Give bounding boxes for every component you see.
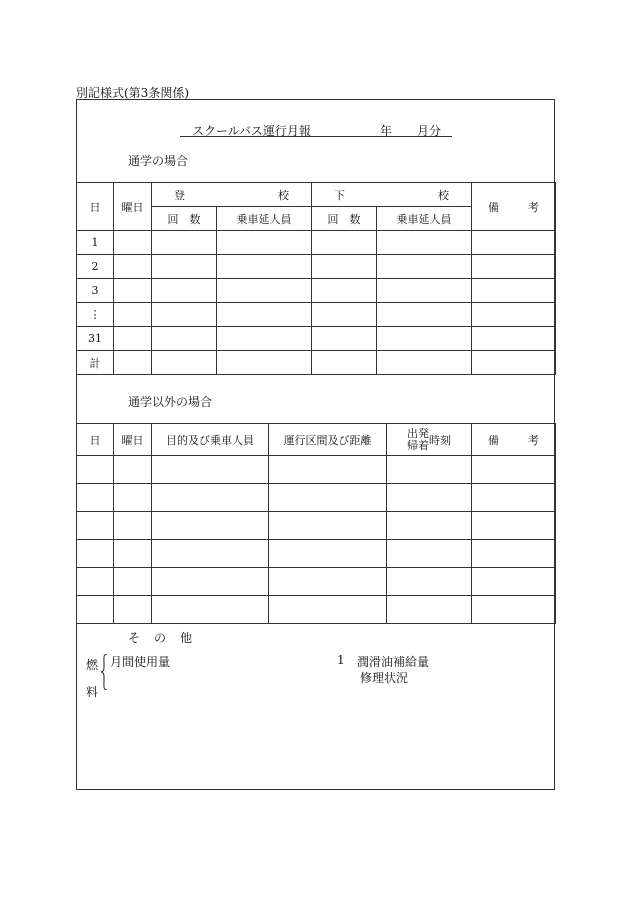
fuel-char-2: 料 [86,685,99,699]
row-label: 計 [77,351,114,375]
table-row [77,596,556,624]
table-cell[interactable] [472,303,556,327]
table-cell[interactable] [217,303,312,327]
table-cell[interactable] [152,512,269,540]
table-cell[interactable] [269,512,387,540]
table-row [77,456,556,484]
table-cell[interactable] [114,231,152,255]
col2-remarks: 備 考 [472,424,556,456]
table-cell[interactable] [77,484,114,512]
row-label: 1 [77,231,114,255]
monthly-use-label: 月間使用量 [110,655,171,669]
section-other-heading: 通学以外の場合 [128,395,213,409]
table-cell[interactable] [387,596,472,624]
table-cell[interactable] [114,568,152,596]
table-cell[interactable] [77,596,114,624]
table-cell[interactable] [152,484,269,512]
table-cell[interactable] [114,327,152,351]
table-row [77,255,556,279]
table-cell[interactable] [152,279,217,303]
col-remarks: 備 考 [472,183,556,231]
table-row [77,279,556,303]
col2-route: 運行区間及び距離 [269,424,387,456]
table-cell[interactable] [312,231,377,255]
table-cell[interactable] [269,456,387,484]
table-cell[interactable] [377,303,472,327]
table-cell[interactable] [472,279,556,303]
lubricant-label: 潤滑油補給量 [357,655,430,669]
col-weekday: 曜日 [114,183,152,231]
table-cell[interactable] [377,279,472,303]
table-cell[interactable] [114,255,152,279]
form-caption: 別記様式(第3条関係) [76,86,189,100]
col2-time-stack [407,428,429,452]
table-cell[interactable] [269,484,387,512]
row-label: 31 [77,327,114,351]
col2-weekday: 曜日 [114,424,152,456]
table-cell[interactable] [152,540,269,568]
table-cell[interactable] [312,255,377,279]
table-row [77,231,556,255]
brace-icon [101,654,107,690]
table-cell[interactable] [472,456,556,484]
col2-time-label: 時刻 [429,433,451,447]
table-cell[interactable] [114,351,152,375]
table-cell[interactable] [114,456,152,484]
table-cell[interactable] [152,303,217,327]
table-cell[interactable] [77,568,114,596]
table-cell[interactable] [114,303,152,327]
table-row [77,512,556,540]
item-number: 1 [337,653,345,667]
table-cell[interactable] [269,568,387,596]
table-cell[interactable] [377,351,472,375]
table-cell[interactable] [217,231,312,255]
table-cell[interactable] [377,255,472,279]
table-cell[interactable] [217,279,312,303]
col2-time [387,424,472,456]
col-from-school: 下 校 [312,183,472,207]
table-cell[interactable] [114,484,152,512]
commute-table [76,182,556,375]
table-cell[interactable] [387,540,472,568]
col2-day: 日 [77,424,114,456]
table-cell[interactable] [152,568,269,596]
table-cell[interactable] [312,303,377,327]
table-cell[interactable] [152,255,217,279]
table-cell[interactable] [152,327,217,351]
table-cell[interactable] [217,255,312,279]
row-label: ⋮ [77,303,114,327]
table-cell[interactable] [472,351,556,375]
table-row [77,540,556,568]
repair-label: 修理状況 [360,671,409,685]
table-cell[interactable] [472,327,556,351]
table-cell[interactable] [217,327,312,351]
col2-depart: 出発 [407,426,429,440]
table-cell[interactable] [377,327,472,351]
table-cell[interactable] [472,255,556,279]
row-label: 2 [77,255,114,279]
table-cell[interactable] [152,596,269,624]
table-cell[interactable] [114,279,152,303]
table-cell[interactable] [377,231,472,255]
report-title-text: スクールバス運行月報 [192,124,311,138]
col2-arrive: 帰着 [407,438,429,452]
table-row [77,327,556,351]
table-cell[interactable] [152,351,217,375]
table-cell[interactable] [472,512,556,540]
table-cell[interactable] [152,231,217,255]
row-label: 3 [77,279,114,303]
table-cell[interactable] [472,231,556,255]
fuel-char-1: 燃 [86,658,99,672]
table-cell[interactable] [472,484,556,512]
table-cell[interactable] [269,540,387,568]
col-to-count: 回 数 [152,207,217,231]
others-heading: その他 [128,631,207,645]
table-cell[interactable] [152,456,269,484]
report-title-month: 月分 [417,124,442,138]
col-to-passengers: 乗車延人員 [217,207,312,231]
table-cell[interactable] [312,279,377,303]
table-cell[interactable] [472,568,556,596]
table-cell[interactable] [114,540,152,568]
table-row [77,568,556,596]
table-cell[interactable] [387,456,472,484]
table-cell[interactable] [312,351,377,375]
section-commute-heading: 通学の場合 [128,154,189,168]
other-table [76,423,556,624]
table-cell[interactable] [217,351,312,375]
table-cell[interactable] [269,596,387,624]
report-title [180,122,452,137]
table-row [77,484,556,512]
table-row [77,351,556,375]
table-cell[interactable] [77,456,114,484]
table-cell[interactable] [387,484,472,512]
col-to-school: 登 校 [152,183,312,207]
table-cell[interactable] [77,540,114,568]
col-from-count: 回 数 [312,207,377,231]
col2-purpose: 目的及び乗車人員 [152,424,269,456]
table-row [77,303,556,327]
table-cell[interactable] [387,568,472,596]
table-cell[interactable] [472,540,556,568]
table-cell[interactable] [312,327,377,351]
table-cell[interactable] [387,512,472,540]
col-from-passengers: 乗車延人員 [377,207,472,231]
report-title-year: 年 [380,124,393,138]
table-cell[interactable] [472,596,556,624]
col-day: 日 [77,183,114,231]
table-cell[interactable] [77,512,114,540]
table-cell[interactable] [114,596,152,624]
table-cell[interactable] [114,512,152,540]
